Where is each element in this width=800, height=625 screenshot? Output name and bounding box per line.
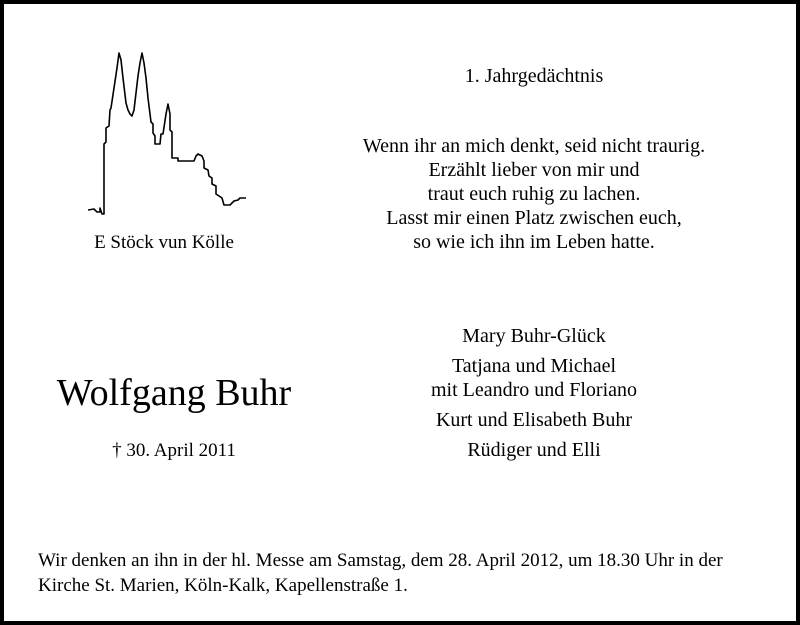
mourner-name: Rüdiger und Elli <box>467 439 601 461</box>
anniversary-title: 1. Jahrgedächtnis <box>464 65 604 87</box>
mourner-group <box>334 438 734 462</box>
service-notice-line: Wir denken an ihn in der hl. Messe am Samstag, dem 28. April 2012, um 18.30 Uhr in der <box>38 550 723 571</box>
cologne-cathedral-skyline-icon <box>88 48 250 220</box>
service-notice <box>38 548 778 598</box>
mourner-group <box>334 354 734 402</box>
mourner-name: Mary Buhr-Glück <box>462 325 606 347</box>
poem-line: so wie ich ihn im Leben hatte. <box>413 231 655 253</box>
mourner-name: Tatjana und Michael <box>451 355 617 377</box>
death-date: † 30. April 2011 <box>112 440 236 461</box>
mourner-name: Kurt und Elisabeth Buhr <box>435 409 633 431</box>
mourner-group <box>334 408 734 432</box>
skyline-caption: E Stöck vun Kölle <box>94 232 234 253</box>
mourner-group <box>334 324 734 348</box>
poem-line: Erzählt lieber von mir und <box>428 159 640 181</box>
deceased-name: Wolfgang Buhr <box>56 372 292 414</box>
poem-line: Lasst mir einen Platz zwischen euch, <box>386 207 682 229</box>
mourner-name: mit Leandro und Floriano <box>430 379 638 401</box>
poem <box>304 134 764 254</box>
poem-line: traut euch ruhig zu lachen. <box>427 183 641 205</box>
poem-line: Wenn ihr an mich denkt, seid nicht traurig. <box>362 135 706 157</box>
mourners-list <box>334 324 734 468</box>
service-notice-line: Kirche St. Marien, Köln-Kalk, Kapellenstraße 1. <box>38 575 408 596</box>
